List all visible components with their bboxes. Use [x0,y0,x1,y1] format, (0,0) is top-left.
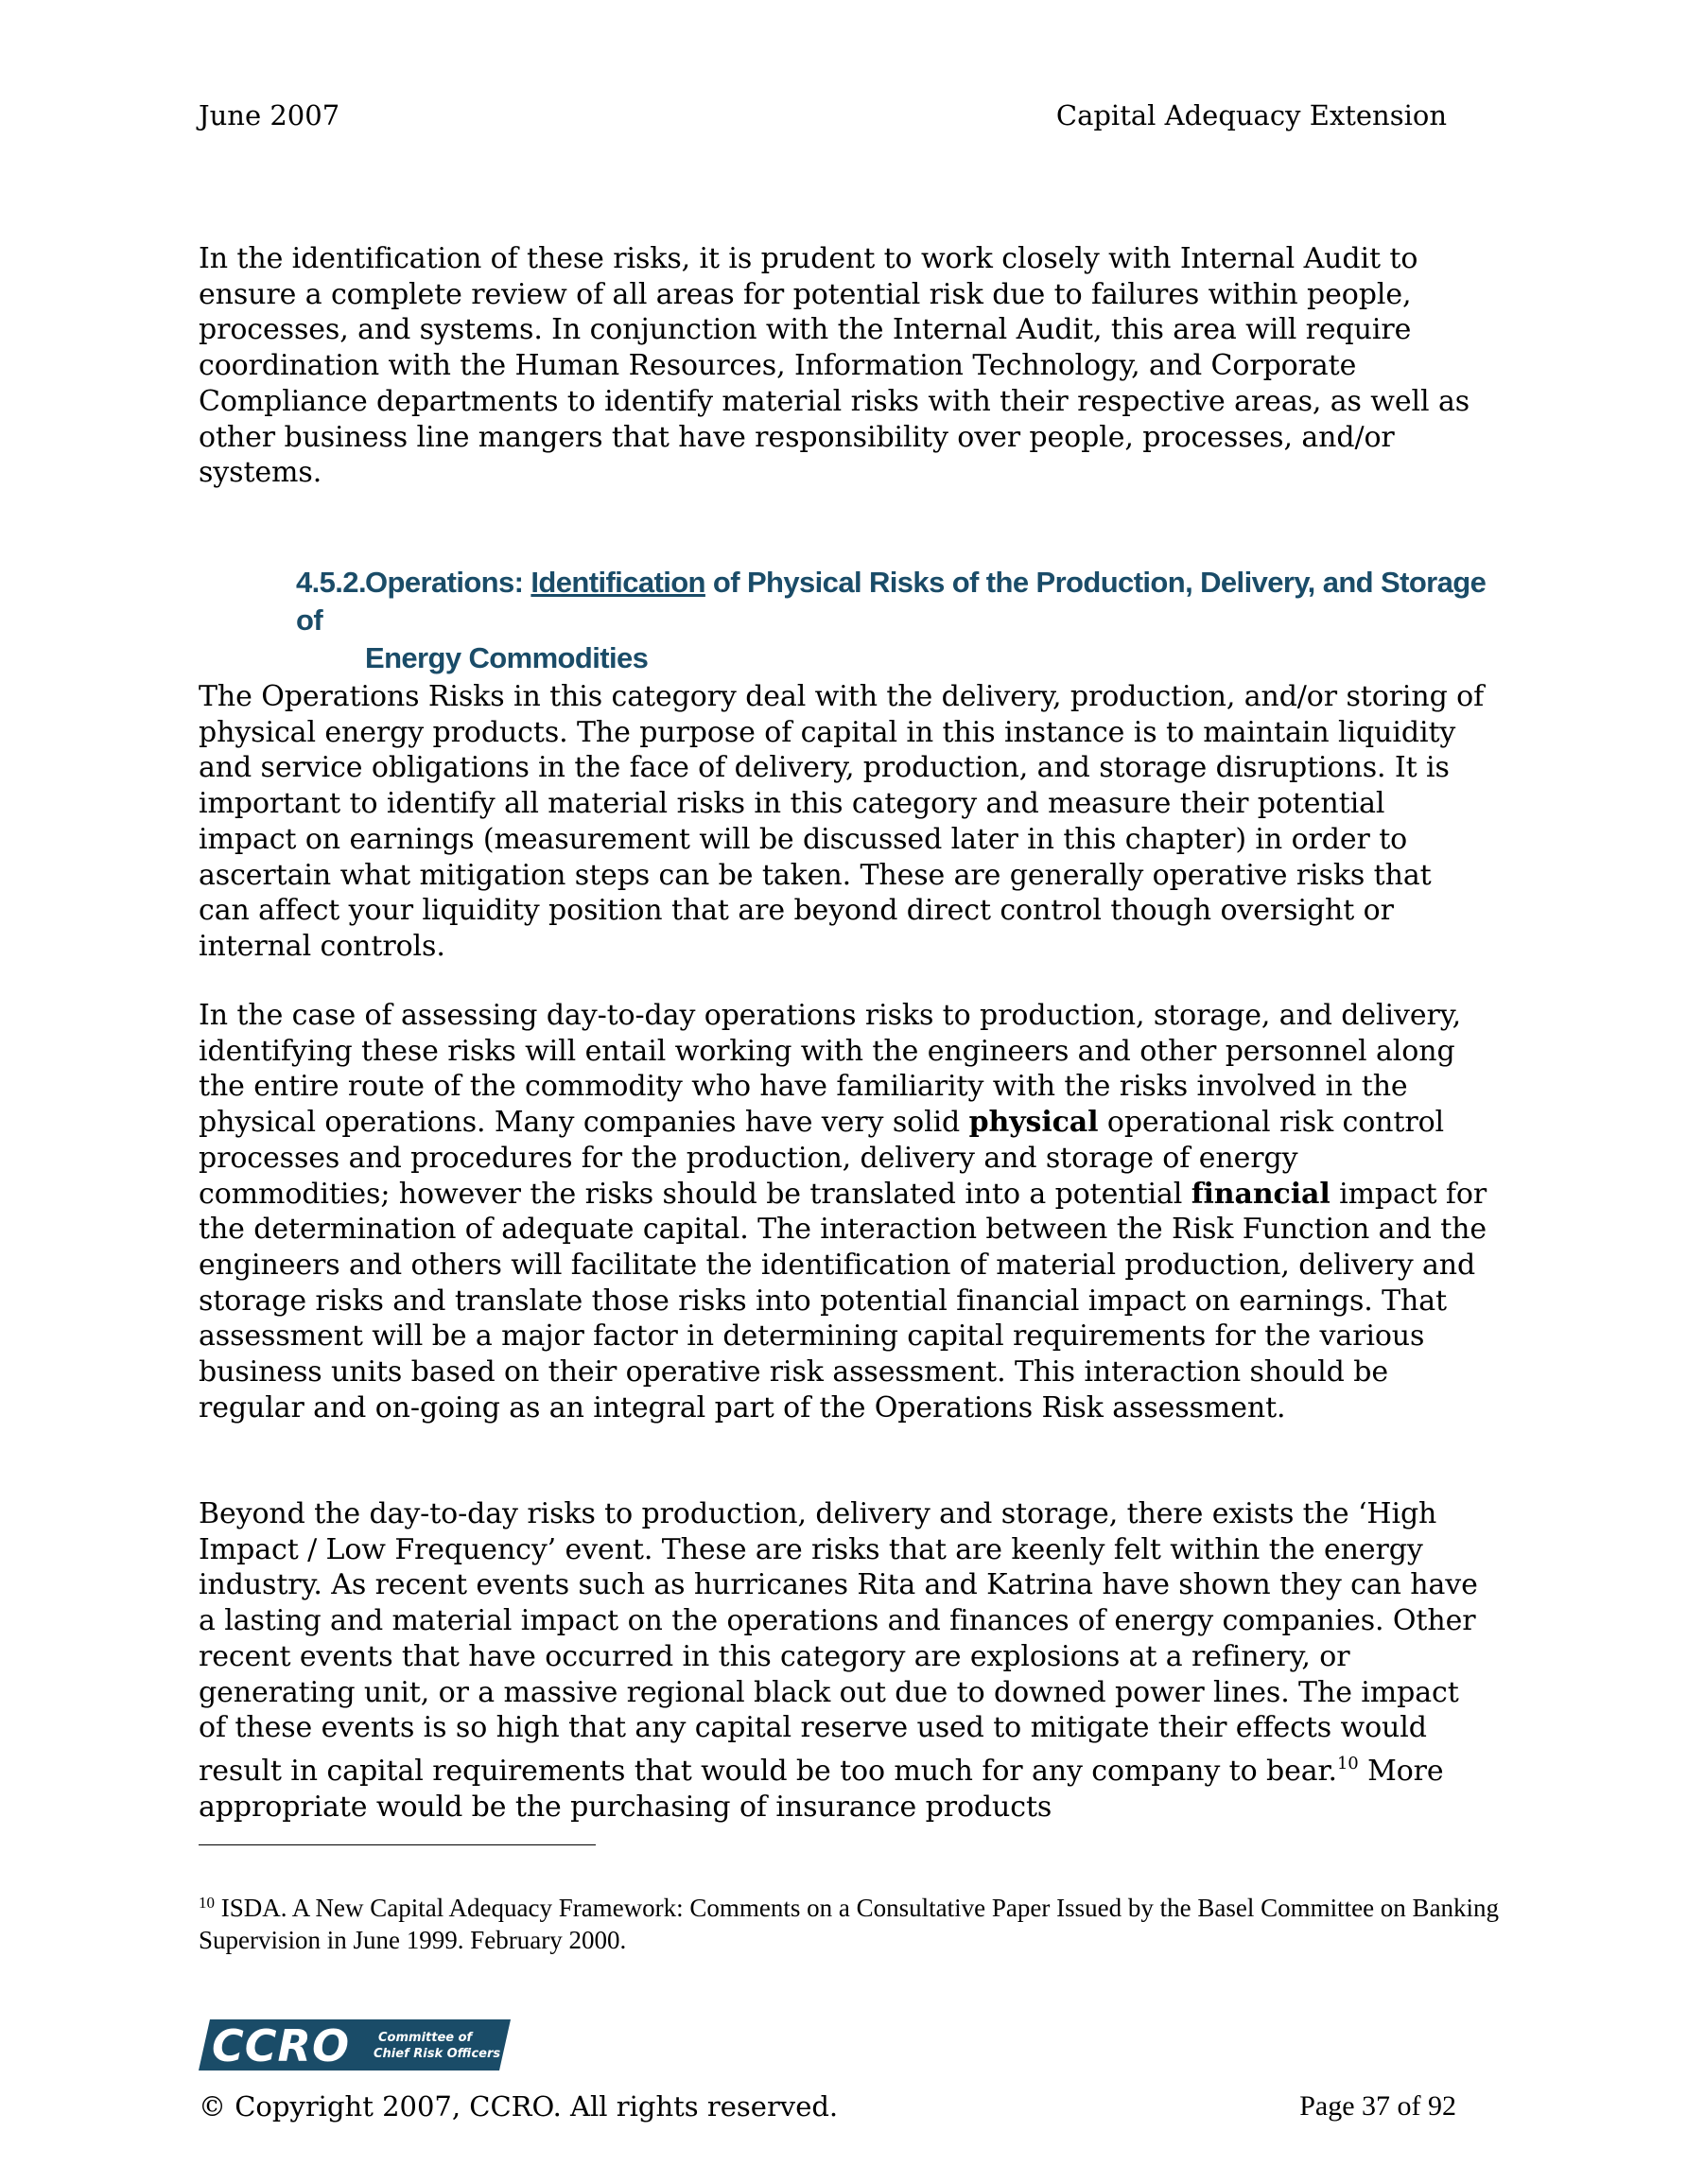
paragraph-4-text [199,1496,1489,1825]
ccro-logo [199,2019,511,2070]
footnote-text: ISDA. A New Capital Adequacy Framework: Comments on a Consultative Paper Issued by the Basel Committee on Banking Supervision in June 1999. February 2000. [199,1894,1500,1954]
paragraph-1 [199,241,1489,491]
paragraph-2 [199,679,1489,965]
logo-line1: Committee of [378,2031,473,2045]
paragraph-4 [199,1496,1489,1825]
paragraph-3-bold-physical: physical [968,1106,1099,1140]
paragraph-3-part1: In the case of assessing day-to-day operations risks to production, storage, and delivery, identifying these risks will entail working with the engineers and other personnel along the entire route of the commodity who have familiarity with the risks involved in the physical operations. Many companies have very solid [199,999,1462,1140]
paragraph-4-part2: More appropriate would be the purchasing of insurance products [199,1754,1444,1824]
paragraph-2-text: The Operations Risks in this category deal with the delivery, production, and/or storing of physical energy products. The purpose of capital in this instance is to maintain liquidity and service obligations in the face of delivery, production, and storage disruptions. It is important to identify all material risks in this category and measure their potential impact on earnings (measurement will be discussed later in this chapter) in order to ascertain what mitigation steps can be taken. These are generally operative risks that can affect your liquidity position that are beyond direct control though oversight or internal controls. [199,680,1485,963]
header-date: June 2007 [199,99,340,131]
footnote [199,1887,1504,1956]
footnote-divider [199,1844,596,1845]
paragraph-3-part2: operational risk control processes and procedures for the production, delivery and storage of energy commodities; however the risks should be translated into a potential [199,1106,1445,1211]
section-heading-line2: Energy Commodities [365,641,649,674]
paragraph-3 [199,998,1489,1425]
header-document-title: Capital Adequacy Extension [1055,99,1447,131]
section-heading [296,564,1497,677]
paragraph-1-text: In the identification of these risks, it is prudent to work closely with Internal Audit to ensure a complete review of all areas for potential risk due to failures within people, processes, and systems. In conjunction with the Internal Audit, this area will require coordination with the Human Resources, Information Technology, and Corporate Compliance departments to identify material risks with their respective areas, as well as other business line mangers that have responsibility over people, processes, and/or systems. [199,242,1470,490]
paragraph-4-part1: Beyond the day-to-day risks to production, delivery and storage, there exists the ‘High Impact / Low Frequency’ event. These are risks that are keenly felt within the energy industry. As recent events such as hurricanes Rita and Katrina have shown they can have a lasting and material impact on the operations and finances of energy companies. Other recent events that have occurred in this category are explosions at a refinery, or generating unit, or a massive regional black out due to downed power lines. The impact of these events is so high that any capital reserve used to mitigate their effects would result in capital requirements that would be too much for any company to bear. [199,1497,1478,1788]
section-heading-rest: of Physical Risks of the Production, Delivery, and Storage of [296,566,1487,637]
section-number: 4.5.2. [296,566,366,599]
footnote-number: 10 [199,1894,215,1912]
footnote-reference[interactable]: 10 [1336,1753,1359,1773]
logo-mark: CCRO [212,2020,351,2070]
paragraph-3-text [199,998,1489,1425]
logo-line2: Chief Risk Officers [374,2047,501,2061]
paragraph-3-bold-financial: financial [1191,1177,1330,1211]
paragraph-3-part3: impact for the determination of adequate capital. The interaction between the Risk Function and the engineers and others will facilitate the identification of material production, delivery and storage risks and translate those risks into potential financial impact on earnings. That assessment will be a major factor in determining capital requirements for the various business units based on their operative risk assessment. This interaction should be regular and on-going as an integral part of the Operations Risk assessment. [199,1177,1487,1424]
section-heading-prefix: Operations: [365,566,531,599]
section-heading-underlined: Identification [530,566,705,599]
copyright-notice: © Copyright 2007, CCRO. All rights reserved. [199,2090,839,2123]
page-number: Page 37 of 92 [1299,2090,1456,2122]
